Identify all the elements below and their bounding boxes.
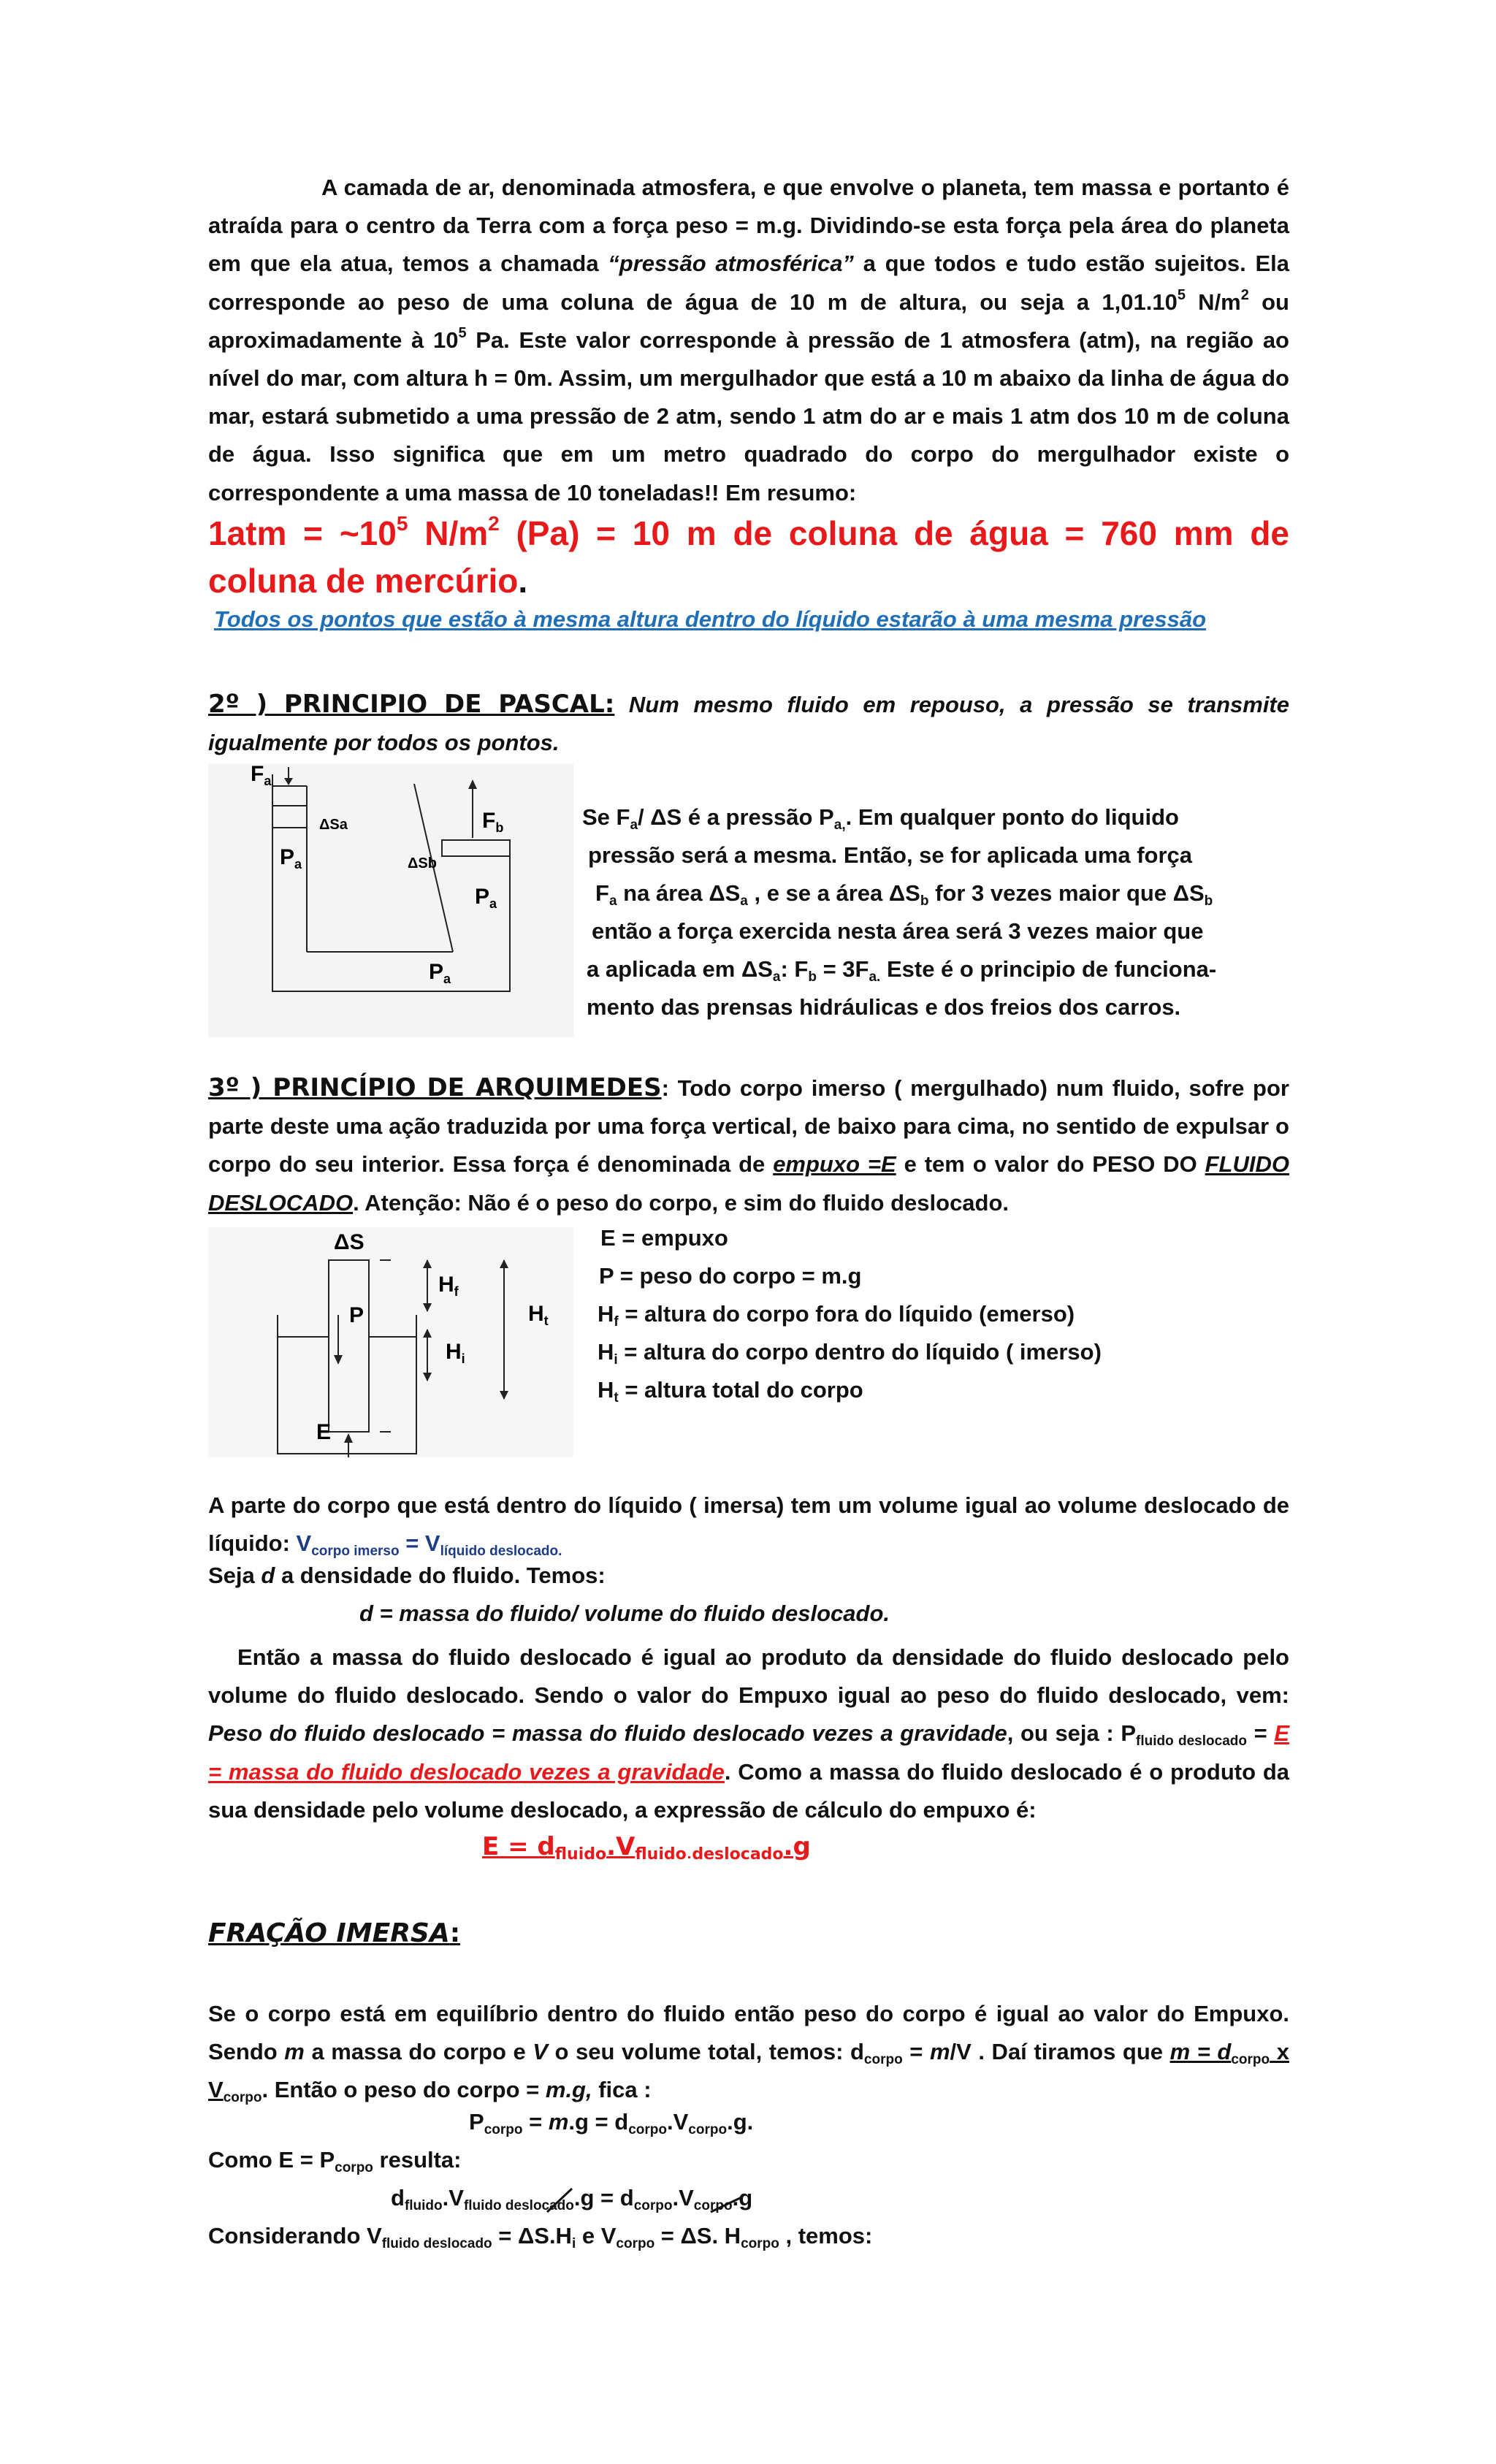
subscript: corpo	[863, 2052, 903, 2068]
derivation-text: , ou seja : P	[1007, 1720, 1137, 1747]
summary-text: (Pa) = 10 m de coluna de água = 760 mm de coluna de mercúrio	[208, 514, 1290, 600]
ht-label: $H_t$	[528, 1302, 549, 1328]
superscript: 5	[458, 324, 467, 341]
fracao-text: o seu volume total, temos: d	[547, 2039, 864, 2065]
fracao-text: fica :	[592, 2077, 652, 2103]
mass-relation: $m = d_{corpo}$ x $V_{corpo}$	[208, 2039, 1289, 2106]
hi-label: $H_i$	[446, 1340, 465, 1366]
superscript: 5	[1177, 286, 1186, 303]
cancel-stroke-left	[547, 2189, 572, 2212]
pascal-heading: 2º ) PRINCIPIO DE PASCAL:	[208, 690, 615, 719]
pa-label-bottom: $P_a$	[429, 960, 451, 986]
considerando-line: Considerando $V_{fluido deslocado} = \Delta S.H_i$ e $V_{corpo} = \Delta S$. $H_{corpo}$ , temos:	[208, 2223, 873, 2251]
intro-text: A camada de ar, denominada atmosfera, e que envolve o planeta, tem massa e portanto é atraída para o centro da Terra com a força peso = m.g. Dividindo-se esta força pela área do planeta em que ela atua, temos a chamada	[208, 175, 1289, 277]
p-label: P	[349, 1303, 365, 1327]
e-label: E	[316, 1420, 332, 1444]
archimedes-text: . Atenção: Não é o peso do corpo, e sim do fluido deslocado.	[353, 1189, 1010, 1216]
volume-equation: $V_{corpo imerso} = V_{líquido deslocado.}$	[296, 1530, 562, 1560]
archimedes-paragraph	[208, 1069, 1289, 1222]
volume-text: A parte do corpo que está dentro do líquido ( imersa) tem um volume igual ao volume deslocado de líquido:	[208, 1492, 1289, 1557]
summary-text: 1atm = ~10	[208, 514, 397, 552]
pa-label-left: $P_a$	[280, 845, 302, 871]
subscript: fluido deslocado	[1136, 1733, 1247, 1750]
same-height-note: Todos os pontos que estão à mesma altura dentro do líquido estarão à uma mesma pressão	[214, 606, 1207, 632]
summary-text: N/m	[408, 514, 489, 552]
superscript: 5	[396, 512, 408, 535]
derivation-text: Então a massa do fluido deslocado é igual ao produto da densidade do fluido deslocado pelo volume do fluido deslocado. Sendo o valor do Empuxo igual ao peso do fluido deslocado, vem:	[208, 1644, 1289, 1709]
intro-text: Pa. Este valor corresponde à pressão de 1 atmosfera (atm), na região ao nível do mar, com altura h = 0m. Assim, um mergulhador que está a 10 m abaixo da linha de água do mar, estará submetido a uma pressão de 2 atm, sendo 1 atm do ar e mais 1 atm dos 10 m de coluna de água. Isso significa que em um metro quadrado do corpo do mergulhador existe o correspondente a uma massa de 10 toneladas!! Em resumo:	[208, 327, 1289, 506]
cancel-stroke-right	[711, 2197, 741, 2212]
empuxo-definition-red: E = massa do fluido deslocado vezes a gravidade	[208, 1720, 1289, 1785]
legend-ht: $H_t$ = altura total do corpo	[598, 1377, 863, 1405]
pressure-summary	[208, 510, 1289, 605]
empuxo-derivation	[208, 1639, 1289, 1829]
fracao-paragraph	[208, 1995, 1289, 2110]
fracao-text: Se o corpo está em equilíbrio dentro do fluido então peso do corpo é igual ao valor do Empuxo. Sendo	[208, 2001, 1289, 2065]
fb-label: $F_b$	[482, 809, 504, 835]
empuxo-formula: $E = d_{fluido}.V_{fluido deslocado}.g$	[482, 1832, 811, 1864]
como-e-line: Como $E = P_{corpo}$ resulta:	[208, 2147, 462, 2175]
dsb-label: ΔSb	[408, 855, 437, 871]
pascal-line-5: a aplicada em $\Delta S_a$: $F_b = 3F_{a.}$ Este é o principio de funciona-	[587, 956, 1217, 985]
archimedes-heading: 3º ) PRINCÍPIO DE ARQUIMEDES	[208, 1073, 662, 1102]
delta-s-label: ΔS	[334, 1230, 365, 1254]
intro-paragraph	[208, 169, 1289, 512]
pascal-line-6: mento das prensas hidráulicas e dos freios dos carros.	[587, 994, 1181, 1020]
density-line: Seja d a densidade do fluido. Temos:	[208, 1563, 606, 1588]
legend-peso: P = peso do corpo = m.g	[599, 1263, 862, 1289]
intro-text: N/m	[1185, 289, 1241, 315]
diagram-background	[208, 1227, 573, 1457]
derivation-text: . Como a massa do fluido deslocado é o produto da sua densidade pelo volume deslocado, a expressão de cálculo do empuxo é:	[208, 1758, 1289, 1823]
intro-text: ou aproximadamente à 10	[208, 289, 1289, 353]
summary-period: .	[518, 562, 528, 600]
dsa-label: ΔSa	[319, 817, 348, 833]
archimedes-diagram	[208, 1227, 573, 1457]
heading-colon: :	[661, 1075, 669, 1101]
pascal-line-3: $F_a$ na área $\Delta S_a$ , e se a área $\Delta S_b$ for 3 vezes maior que $\Delta S_b$	[595, 880, 1213, 909]
superscript: 2	[488, 512, 500, 535]
empuxo-term: empuxo =E	[773, 1151, 896, 1178]
superscript: 2	[1240, 286, 1249, 303]
var-m: m	[929, 2039, 950, 2065]
pascal-line-2: pressão será a mesma. Então, se for aplicada uma força	[588, 842, 1193, 868]
fa-label: $F_a$	[251, 763, 272, 788]
pascal-diagram	[208, 763, 573, 1037]
legend-hi: $H_i$ = altura do corpo dentro do líquido ( imerso)	[598, 1339, 1102, 1368]
derivation-text: =	[1246, 1720, 1275, 1747]
pascal-line-1: Se $F_a/$ ΔS é a pressão $P_{a,}$. Em qualquer ponto do liquido	[582, 804, 1179, 833]
density-definition: d = massa do fluido/ volume do fluido deslocado.	[359, 1601, 890, 1626]
fracao-imersa-heading: FRAÇÃO IMERSA:	[208, 1918, 461, 1948]
archimedes-text: e tem o valor do PESO DO	[896, 1151, 1205, 1178]
legend-empuxo: E = empuxo	[600, 1225, 728, 1251]
pascal-line-4: então a força exercida nesta área será 3 vezes maior que	[592, 918, 1204, 944]
archimedes-text: Todo corpo imerso ( mergulhado) num fluido, sofre por parte deste uma ação traduzida por uma força vertical, de baixo para cima, no sentido de expulsar o corpo do seu interior. Essa força é denominada de	[208, 1075, 1289, 1178]
fracao-text: a massa do corpo e	[304, 2039, 533, 2065]
var-mg: m.g,	[545, 2077, 592, 2103]
fracao-text: =	[902, 2039, 930, 2065]
fracao-text: . Então o peso do corpo =	[262, 2077, 546, 2103]
legend-hf: $H_f$ = altura do corpo fora do líquido (emerso)	[598, 1301, 1075, 1330]
equilibrium-equation: $d_{fluido}.V_{fluido deslocado}.g = d_{corpo}.V_{corpo}.g$	[391, 2185, 753, 2213]
var-m: m	[284, 2039, 305, 2065]
diagram-background	[208, 763, 573, 1037]
fracao-text: /V . Daí tiramos que	[950, 2039, 1170, 2065]
intro-italic-term: “pressão atmosférica”	[608, 251, 854, 277]
fluido-deslocado-term: FLUIDO DESLOCADO	[208, 1151, 1289, 1216]
cancel-strokes	[544, 2184, 763, 2221]
pa-label-right: $P_a$	[475, 885, 497, 911]
hf-label: $H_f$	[438, 1273, 459, 1299]
var-v: V	[533, 2039, 548, 2065]
volume-paragraph	[208, 1487, 1289, 1563]
weight-equation: $P_{corpo} = m.g = d_{corpo}.V_{corpo}.g$.	[469, 2109, 754, 2137]
pascal-statement: Num mesmo fluido em repouso, a pressão se transmite igualmente por todos os pontos.	[208, 692, 1289, 756]
intro-text: a que todos e tudo estão sujeitos. Ela corresponde ao peso de uma coluna de água de 10 m de altura, ou seja a 1,01.10	[208, 251, 1289, 315]
pascal-heading-paragraph	[208, 685, 1289, 762]
derivation-italic: Peso do fluido deslocado = massa do fluido deslocado vezes a gravidade	[208, 1720, 1007, 1747]
